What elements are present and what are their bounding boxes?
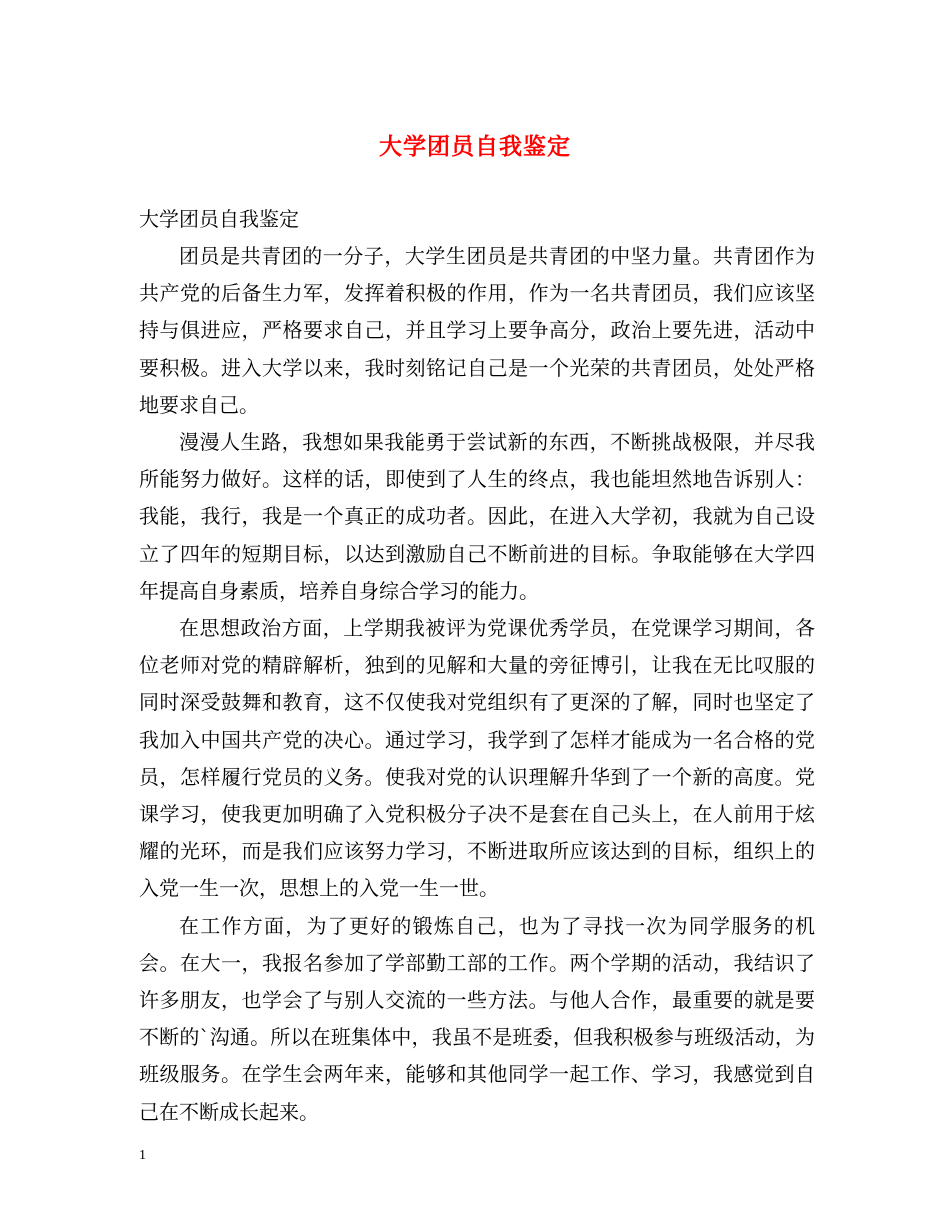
document-title: 大学团员自我鉴定	[379, 133, 571, 160]
paragraph: 在思想政治方面，上学期我被评为党课优秀学员，在党课学习期间，各位老师对党的精辟解析，独到的见解和大量的旁征博引，让我在无比叹服的同时深受鼓舞和教育，这不仅使我对党组织有了更深的了解，同时也坚定了我加入中国共产党的决心。通过学习，我学到了怎样才能成为一名合格的党员，怎样履行党员的义务。使我对党的认识理解升华到了一个新的高度。党课学习，使我更加明确了入党积极分子决不是套在自己头上，在人前用于炫耀的光环，而是我们应该努力学习，不断进取所应该达到的目标，组织上的入党一生一次，思想上的入党一生一世。	[139, 616, 815, 901]
page-number: 1	[139, 1148, 146, 1163]
document-body	[139, 200, 815, 1131]
paragraph: 漫漫人生路，我想如果我能勇于尝试新的东西，不断挑战极限，并尽我所能努力做好。这样的话，即使到了人生的终点，我也能坦然地告诉别人：我能，我行，我是一个真正的成功者。因此，在进入大学初，我就为自己设立了四年的短期目标，以达到激励自己不断前进的目标。争取能够在大学四年提高自身素质，培养自身综合学习的能力。	[139, 430, 815, 603]
paragraph: 团员是共青团的一分子，大学生团员是共青团的中坚力量。共青团作为共产党的后备生力军，发挥着积极的作用，作为一名共青团员，我们应该坚持与俱进应，严格要求自己，并且学习上要争高分，政治上要先进，活动中要积极。进入大学以来，我时刻铭记自己是一个光荣的共青团员，处处严格地要求自己。	[139, 244, 815, 417]
document-subtitle: 大学团员自我鉴定	[139, 207, 299, 231]
paragraph: 在工作方面，为了更好的锻炼自己，也为了寻找一次为同学服务的机会。在大一，我报名参加了学部勤工部的工作。两个学期的活动，我结识了许多朋友，也学会了与别人交流的一些方法。与他人合作，最重要的就是要不断的`沟通。所以在班集体中，我虽不是班委，但我积极参与班级活动，为班级服务。在学生会两年来，能够和其他同学一起工作、学习，我感觉到自己在不断成长起来。	[139, 913, 815, 1124]
